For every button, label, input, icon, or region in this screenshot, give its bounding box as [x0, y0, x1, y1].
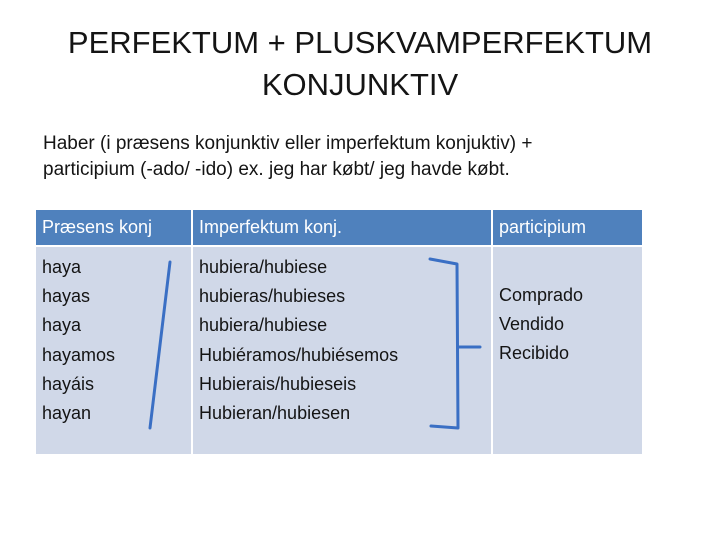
presens-form: haya	[42, 257, 82, 277]
presens-form: hayas	[42, 286, 91, 307]
presens-form: hayan	[42, 403, 92, 424]
participium-form: Comprado	[499, 285, 584, 305]
intro-line-2: participium (-ado/ -ido) ex. jeg har købt/ jeg havde købt.	[43, 159, 510, 180]
participium-cell	[493, 247, 642, 454]
presens-form: hayamos	[42, 344, 116, 365]
title-line-2: KONJUNKTIV	[261, 67, 459, 102]
header-participium: participium	[493, 210, 642, 245]
imperfektum-form: hubiera/hubiese	[199, 257, 328, 277]
imperfektum-forms-cell	[193, 247, 491, 454]
presens-forms-cell	[36, 247, 191, 454]
title-line-1: PERFEKTUM + PLUSKVAMPERFEKTUM	[67, 25, 653, 60]
imperfektum-form: hubiera/hubiese	[199, 315, 328, 336]
imperfektum-form: hubieras/hubieses	[199, 286, 346, 307]
presens-form: haya	[42, 315, 82, 336]
imperfektum-form: Hubieran/hubiesen	[199, 403, 351, 424]
intro-line-1: Haber (i præsens konjunktiv eller imperfektum konjuktiv) +	[43, 133, 533, 154]
header-presens-konj: Præsens konj	[36, 210, 191, 245]
imperfektum-form: Hubierais/hubieseis	[199, 373, 357, 394]
imperfektum-form: Hubiéramos/hubiésemos	[199, 344, 399, 365]
participium-form: Recibido	[499, 343, 570, 364]
presens-form: hayáis	[42, 373, 95, 394]
header-imperfektum-konj: Imperfektum konj.	[193, 210, 491, 245]
participium-form: Vendido	[499, 314, 565, 335]
